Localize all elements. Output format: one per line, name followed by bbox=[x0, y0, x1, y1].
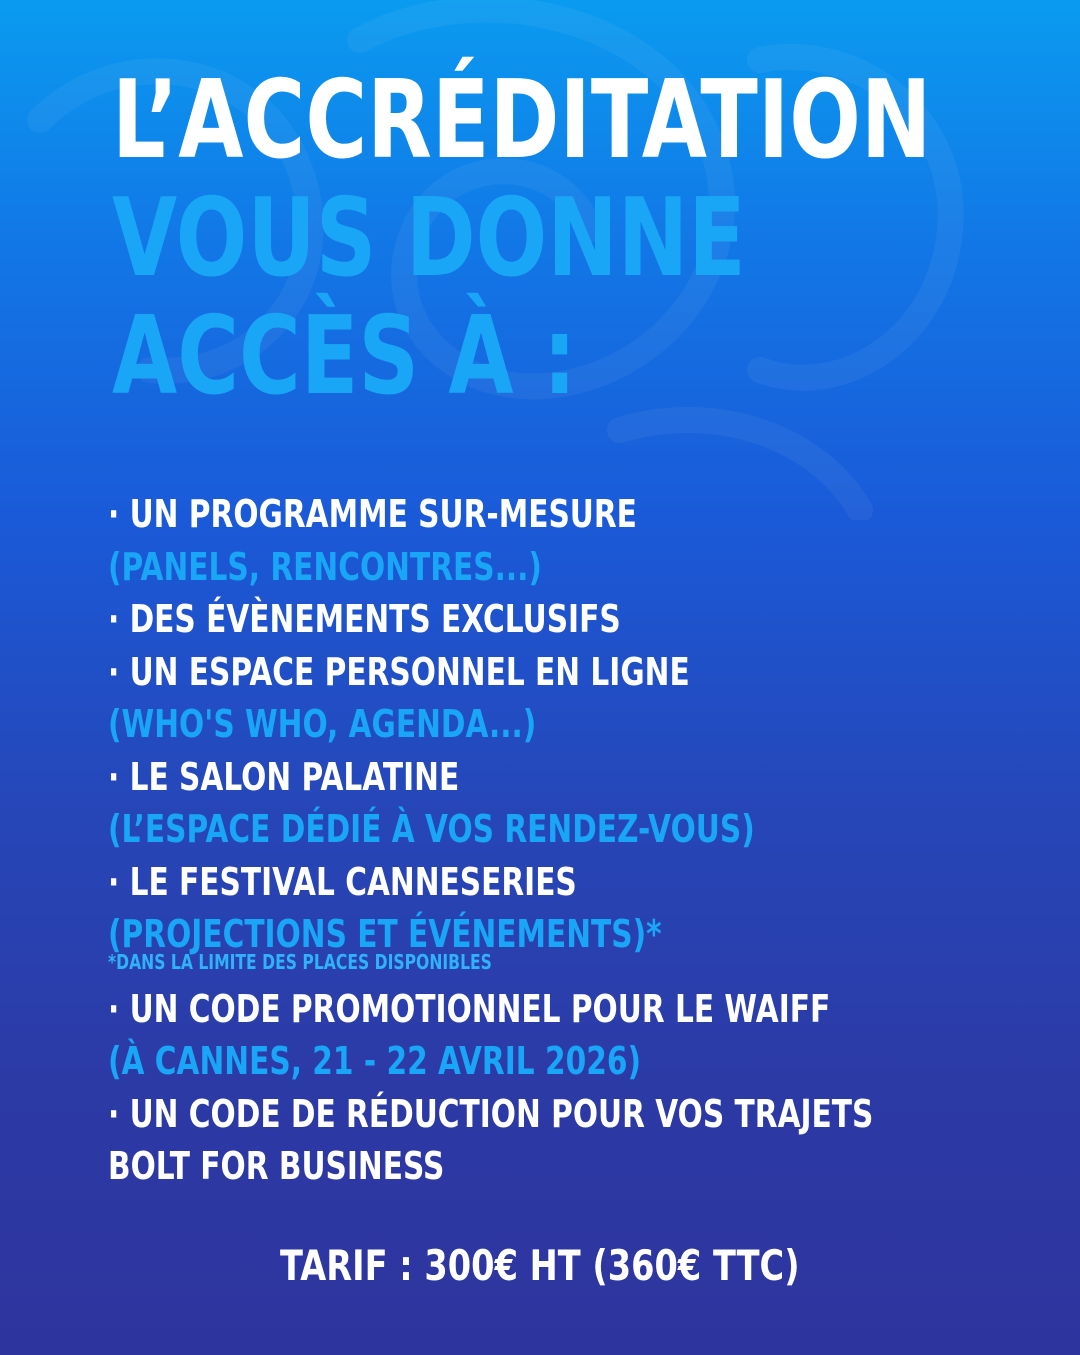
headline bbox=[112, 58, 932, 419]
benefit-list bbox=[108, 488, 966, 1193]
benefit-item: · UN CODE DE RÉDUCTION POUR VOS TRAJETS bbox=[108, 1091, 874, 1136]
benefit-item: · DES ÉVÈNEMENTS EXCLUSIFS bbox=[108, 597, 621, 641]
benefit-detail: (L’ESPACE DÉDIÉ À VOS RENDEZ-VOUS) bbox=[108, 807, 755, 851]
benefit-detail: (À CANNES, 21 - 22 AVRIL 2026) bbox=[108, 1039, 642, 1083]
benefit-detail: (PROJECTIONS ET ÉVÉNEMENTS)* bbox=[108, 912, 662, 956]
headline-line-1: L’ACCRÉDITATION bbox=[112, 58, 932, 183]
headline-line-3: ACCÈS À : bbox=[112, 294, 577, 419]
benefit-detail: (WHO'S WHO, AGENDA...) bbox=[108, 702, 537, 746]
benefit-item: BOLT FOR BUSINESS bbox=[108, 1144, 445, 1188]
benefit-item: · UN ESPACE PERSONNEL EN LIGNE bbox=[108, 649, 690, 694]
benefit-item: · UN CODE PROMOTIONNEL POUR LE WAIFF bbox=[108, 986, 831, 1031]
benefit-detail: (PANELS, RENCONTRES...) bbox=[108, 544, 542, 589]
benefit-item: · LE FESTIVAL CANNESERIES bbox=[108, 859, 577, 904]
benefit-footnote: *DANS LA LIMITE DES PLACES DISPONIBLES bbox=[108, 949, 492, 974]
benefit-item: · UN PROGRAMME SUR-MESURE bbox=[108, 492, 637, 536]
headline-line-2: VOUS DONNE bbox=[112, 176, 746, 301]
price-line bbox=[0, 1236, 1080, 1296]
price-text: TARIF : 300€ HT (360€ TTC) bbox=[280, 1241, 800, 1290]
benefit-item: · LE SALON PALATINE bbox=[108, 754, 460, 799]
